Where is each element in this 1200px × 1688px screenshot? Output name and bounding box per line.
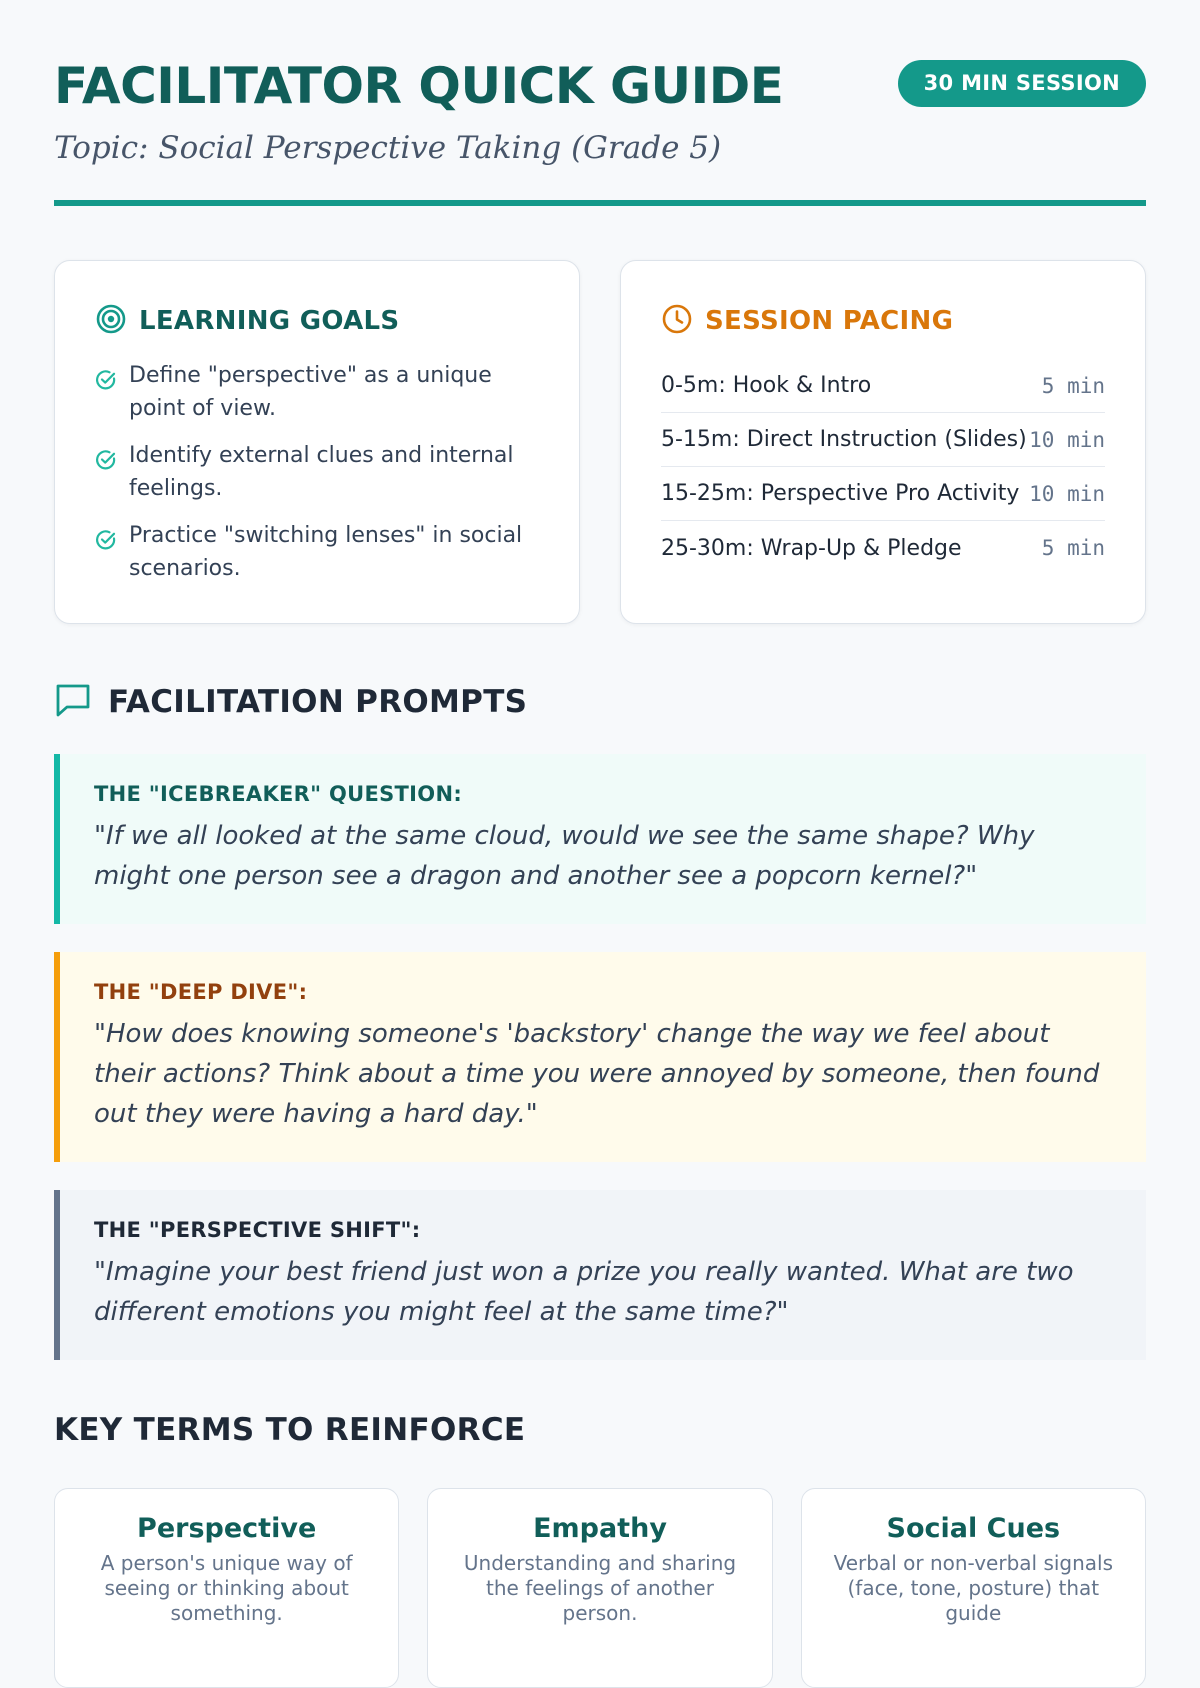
- pacing-row: [661, 359, 1105, 413]
- goal-text: Define "perspective" as a unique point of view.: [129, 363, 492, 421]
- prompt-text: "Imagine your best friend just won a prize you really wanted. What are two different emotions you might feel at the same time?": [94, 1257, 1074, 1327]
- term-definition: Verbal or non-verbal signals (face, tone, posture) that guide: [833, 1551, 1114, 1625]
- session-pacing-header: [661, 303, 1105, 339]
- prompt-card-icebreaker: [54, 754, 1146, 924]
- page-header: [54, 0, 1146, 206]
- prompt-card-perspective-shift: [54, 1190, 1146, 1360]
- term-card: [427, 1488, 772, 1688]
- goal-item: [95, 359, 539, 425]
- goal-item: [95, 439, 539, 505]
- prompt-label: THE "PERSPECTIVE SHIFT":: [94, 1218, 421, 1242]
- target-icon: [95, 303, 127, 339]
- prompts-section-header: [54, 682, 1146, 722]
- term-name: Social Cues: [886, 1513, 1061, 1544]
- learning-goals-card: [54, 260, 580, 624]
- term-definition: A person's unique way of seeing or thinking about something.: [100, 1551, 353, 1625]
- speech-bubble-icon: [54, 682, 92, 722]
- clock-icon: [661, 303, 693, 339]
- page-title: FACILITATOR QUICK GUIDE: [54, 57, 784, 115]
- session-length-badge: 30 MIN SESSION: [898, 60, 1146, 107]
- term-name: Empathy: [533, 1513, 667, 1544]
- prompt-text: "If we all looked at the same cloud, would we see the same shape? Why might one person see a dragon and another see a popcorn kernel?": [94, 821, 1035, 891]
- check-circle-icon: [95, 359, 117, 395]
- prompt-card-deep-dive: [54, 952, 1146, 1162]
- prompts-section-title: FACILITATION PROMPTS: [108, 684, 528, 720]
- key-terms-grid: [54, 1488, 1146, 1688]
- pacing-label: 25-30m: Wrap-Up & Pledge: [661, 535, 962, 561]
- term-card: [801, 1488, 1146, 1688]
- pacing-duration: 5 min: [1041, 536, 1105, 560]
- pacing-row: [661, 467, 1105, 521]
- goal-text: Practice "switching lenses" in social scenarios.: [129, 523, 523, 581]
- pacing-duration: 10 min: [1029, 481, 1105, 506]
- term-name: Perspective: [137, 1513, 317, 1544]
- key-terms-title: KEY TERMS TO REINFORCE: [54, 1412, 526, 1448]
- learning-goals-header: [95, 303, 539, 339]
- prompt-label: THE "ICEBREAKER" QUESTION:: [94, 782, 463, 806]
- check-circle-icon: [95, 439, 117, 475]
- term-card: [54, 1488, 399, 1688]
- pacing-duration: 10 min: [1029, 427, 1105, 452]
- session-pacing-title: SESSION PACING: [705, 306, 954, 336]
- check-circle-icon: [95, 519, 117, 555]
- goal-item: [95, 519, 539, 585]
- learning-goals-title: LEARNING GOALS: [139, 306, 400, 336]
- page-subtitle: Topic: Social Perspective Taking (Grade 5): [54, 130, 722, 166]
- prompt-text: "How does knowing someone's 'backstory' change the way we feel about their actions? Think about a time you were annoyed by someone, then found out they were having a hard day.": [94, 1019, 1100, 1129]
- term-definition: Understanding and sharing the feelings of another person.: [463, 1551, 737, 1625]
- pacing-label: 15-25m: Perspective Pro Activity: [661, 481, 1020, 506]
- pacing-row: [661, 521, 1105, 575]
- pacing-duration: 5 min: [1041, 373, 1105, 398]
- overview-cards: [54, 260, 1146, 624]
- pacing-label: 5-15m: Direct Instruction (Slides): [661, 427, 1027, 452]
- pacing-label: 0-5m: Hook & Intro: [661, 373, 872, 398]
- session-pacing-card: [620, 260, 1146, 624]
- pacing-row: [661, 413, 1105, 467]
- goal-text: Identify external clues and internal feelings.: [129, 443, 514, 501]
- prompt-label: THE "DEEP DIVE":: [94, 980, 308, 1004]
